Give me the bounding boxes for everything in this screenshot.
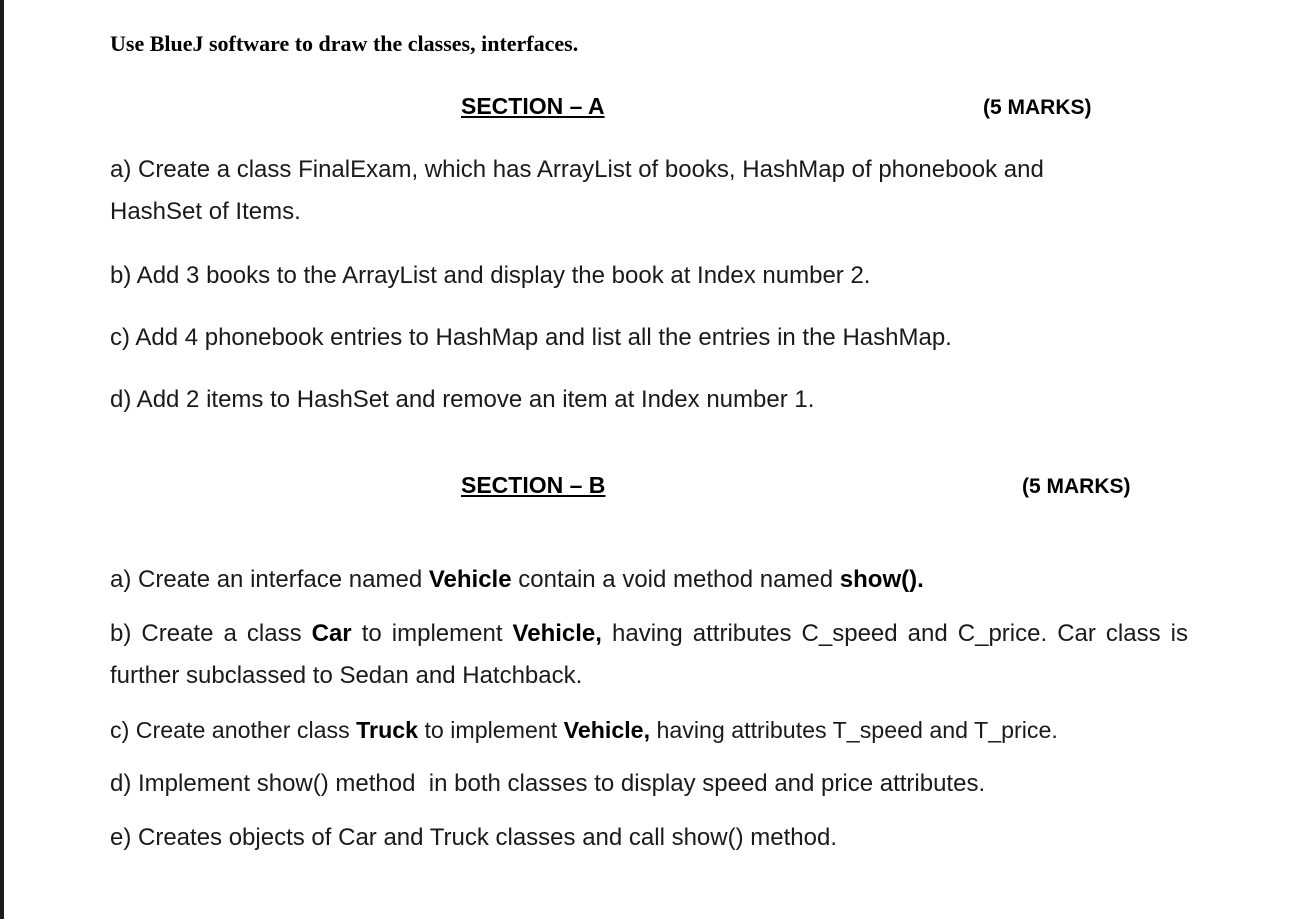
section-b-item-c — [110, 709, 1058, 751]
section-a-item-c: c) Add 4 phonebook entries to HashMap and list all the entries in the HashMap. — [110, 324, 952, 351]
item-c-text-1: c) Create another class — [110, 717, 357, 743]
item-c-text-3: having attributes T_speed and T_price. — [650, 717, 1058, 743]
section-a-item-d: d) Add 2 items to HashSet and remove an item at Index number 1. — [110, 386, 815, 413]
item-b-text-2: to implement — [351, 620, 513, 647]
section-a-item-a-line1: a) Create a class FinalExam, which has ArrayList of books, HashMap of phonebook and — [110, 156, 1044, 183]
item-a-text-2: contain a void method named — [511, 566, 840, 593]
item-b-text-1: b) Create a class — [110, 620, 312, 647]
item-c-text-2: to implement — [418, 717, 564, 743]
section-a-item-a-line2: HashSet of Items. — [110, 198, 301, 225]
section-a-title: SECTION – A — [461, 93, 605, 119]
item-a-bold-vehicle: Vehicle — [428, 566, 512, 593]
section-b-marks: (5 MARKS) — [1022, 475, 1131, 498]
section-b-item-e: e) Creates objects of Car and Truck classes and call show() method. — [110, 824, 837, 851]
item-b-text-3: having attributes C_speed and C_price. Car class is further subclassed to Sedan and Hatchback. — [110, 620, 1188, 689]
page-left-border — [0, 0, 4, 919]
section-b-item-a — [110, 559, 924, 601]
item-c-bold-truck: Truck — [356, 717, 419, 743]
section-a-marks: (5 MARKS) — [983, 96, 1092, 119]
item-b-bold-vehicle: Vehicle, — [512, 620, 602, 647]
section-b-item-b — [110, 613, 1188, 697]
item-a-bold-show: show(). — [839, 566, 924, 593]
item-a-text-1: a) Create an interface named — [110, 566, 429, 593]
section-a-item-b: b) Add 3 books to the ArrayList and display the book at Index number 2. — [110, 262, 871, 289]
section-b-title: SECTION – B — [461, 472, 606, 498]
section-b-item-d: d) Implement show() method in both classes to display speed and price attributes. — [110, 770, 986, 797]
instruction-text: Use BlueJ software to draw the classes, interfaces. — [110, 31, 579, 56]
item-b-bold-car: Car — [311, 620, 352, 647]
item-c-bold-vehicle: Vehicle, — [563, 717, 651, 743]
